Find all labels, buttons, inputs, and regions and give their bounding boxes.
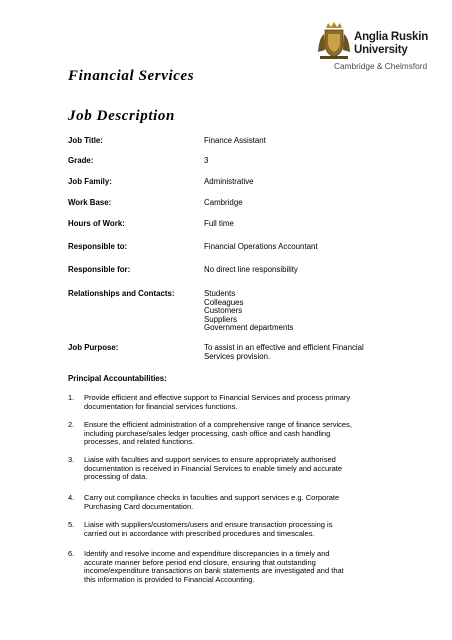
logo-name-line2: University [354, 44, 408, 56]
detail-value [204, 266, 404, 275]
detail-value-line: Students [204, 289, 236, 298]
detail-value [204, 178, 404, 187]
accountabilities-heading: Principal Accountabilities: [68, 374, 167, 383]
detail-value [204, 199, 404, 208]
accountability-text-line: processing of data. [84, 472, 148, 481]
detail-value [204, 137, 404, 146]
detail-value-line: 3 [204, 156, 209, 165]
accountability-text-line: Purchasing Card documentation. [84, 501, 194, 511]
accountability-text-line: Ensure the efficient administration of a comprehensive range of finance services, [84, 420, 352, 429]
accountability-number: 6. [68, 549, 75, 558]
department-heading: Financial Services [68, 68, 195, 84]
detail-label: Responsible for: [68, 265, 131, 274]
detail-label: Work Base: [68, 198, 112, 207]
detail-value-line: Administrative [204, 177, 254, 186]
accountability-text [84, 456, 400, 482]
accountability-number: 2. [68, 420, 75, 429]
detail-value-line: Finance Assistant [204, 136, 266, 145]
detail-label: Job Purpose: [68, 343, 119, 352]
accountability-text-line: Liaise with suppliers/customers/users and ensure transaction processing is [84, 520, 333, 529]
detail-value [204, 344, 404, 361]
detail-label: Job Title: [68, 136, 103, 145]
detail-value-line: Services provision. [204, 351, 271, 361]
accountability-number: 1. [68, 393, 75, 402]
accountability-text-line: Provide efficient and effective support to Financial Services and process primary [84, 393, 351, 402]
detail-label: Job Family: [68, 177, 112, 186]
accountability-text-line: accurate manner before period end closure, ensuring that outstanding [84, 557, 316, 567]
detail-value-line: Colleagues [204, 297, 244, 307]
accountability-text [84, 550, 400, 584]
detail-value-line: Full time [204, 219, 234, 228]
detail-label: Responsible to: [68, 242, 128, 251]
accountability-number: 3. [68, 455, 75, 464]
accountability-text-line: documentation is received in Financial Services to enable timely and accurate [84, 463, 343, 473]
logo-name-line1: Anglia Ruskin [354, 31, 429, 43]
logo-campuses: Cambridge & Chelmsford [334, 61, 428, 71]
detail-value-line: Financial Operations Accountant [204, 242, 318, 251]
detail-label: Relationships and Contacts: [68, 289, 175, 298]
accountability-text-line: Identify and resolve income and expenditure discrepancies in a timely and [84, 549, 330, 558]
accountability-number: 5. [68, 520, 75, 529]
accountability-text [84, 394, 400, 411]
accountability-text [84, 421, 400, 447]
detail-value-line: Suppliers [204, 314, 237, 324]
accountability-text [84, 521, 400, 538]
detail-value-line: Customers [204, 306, 243, 316]
university-crest-icon [316, 22, 352, 62]
detail-label: Grade: [68, 156, 94, 165]
accountability-number: 4. [68, 493, 75, 502]
accountability-text-line: Carry out compliance checks in faculties and support services e.g. Corporate [84, 493, 340, 502]
detail-value-line: No direct line responsibility [204, 265, 298, 274]
accountability-text-line: documentation for financial services functions. [84, 401, 238, 411]
accountability-text-line: carried out in accordance with prescribed procedures and timescales. [84, 528, 315, 538]
detail-value [204, 220, 404, 229]
detail-label: Hours of Work: [68, 219, 125, 228]
detail-value [204, 290, 404, 333]
document-title: Job Description [68, 108, 175, 124]
accountability-text-line: income/expenditure transactions on bank statements are investigated and that [84, 566, 344, 575]
detail-value-line: Government departments [204, 323, 294, 333]
detail-value [204, 157, 404, 166]
detail-value-line: Cambridge [204, 198, 243, 207]
accountability-text [84, 494, 400, 511]
detail-value-line: To assist in an effective and efficient Financial [204, 343, 364, 352]
accountability-text-line: Liaise with faculties and support services to ensure appropriately authorised [84, 455, 336, 464]
university-logo [316, 22, 446, 74]
accountability-text-line: this information is provided to Financial Accounting. [84, 574, 255, 584]
detail-value [204, 243, 404, 252]
accountability-text-line: processes, and related functions. [84, 437, 195, 446]
accountability-text-line: including purchase/sales ledger processing, cash office and cash handling [84, 428, 331, 438]
